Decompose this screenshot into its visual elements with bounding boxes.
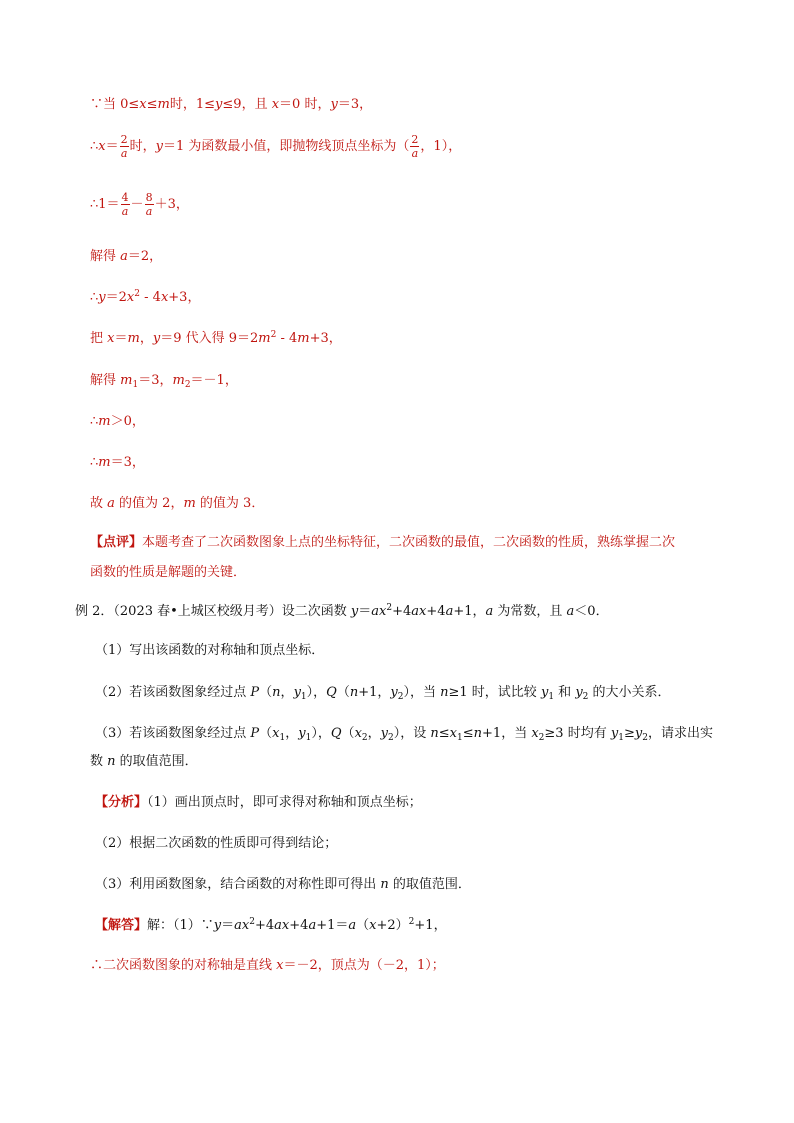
- example-2-title: 例 2．（2023 春•上城区校级月考）设二次函数 $y=ax^2+4ax+4a+1$，a 为常数，且 a＜0．: [75, 603, 609, 619]
- solution-line-2: ∴x＝ $\frac{2}{a}$ 时，y＝1 为函数最小值，即抛物线顶点坐标为（ $\frac{2}{a}$ ，1），: [90, 133, 462, 160]
- solution-tag: 【解答】: [95, 918, 148, 933]
- solution-line-9: ∴m＝3，: [90, 455, 145, 470]
- question-1: （1）写出该函数的对称轴和顶点坐标．: [95, 643, 325, 658]
- analysis-line-1: [95, 794, 422, 812]
- solution-line-4: 解得 a＝2，: [90, 249, 163, 264]
- solution-line-10: 故 a 的值为 2，m 的值为 3．: [90, 496, 265, 511]
- solution-intro: 【解答】解：$(1)\because y=ax^2+4ax+4a+1=a(x+2)^2+1$，: [95, 917, 447, 933]
- comment-line-1: [90, 534, 675, 552]
- solution-line-3: ∴1＝ $\frac{4}{a}$ － $\frac{8}{a}$ ＋3，: [90, 191, 189, 218]
- analysis-text-1: （1）画出顶点时，即可求得对称轴和顶点坐标；: [147, 795, 422, 810]
- fraction-2-over-a: $\frac{2}{a}$: [411, 133, 419, 160]
- solution-result: ∴二次函数图象的对称轴是直线 x＝－2，顶点为（－2，1）；: [90, 958, 445, 973]
- analysis-line-2: （2）根据二次函数的性质即可得到结论；: [95, 836, 338, 851]
- solution-line-7: 解得 $m_1=3$，$m_2=-1$，: [90, 373, 238, 390]
- comment-line-2: [90, 564, 246, 582]
- comment-text-1: 本题考查了二次函数图象上点的坐标特征，二次函数的最值，二次函数的性质，熟练掌握二次: [142, 535, 676, 550]
- solution-line-6: 把 x＝m，y＝9 代入得 $9=2m^2 - 4m+3$，: [90, 330, 342, 346]
- comment-tag: 【点评】: [90, 535, 143, 550]
- analysis-tag: 【分析】: [95, 795, 148, 810]
- fraction-2-over-a: $\frac{2}{a}$: [120, 133, 128, 160]
- question-3-line-2: 数 n 的取值范围．: [90, 754, 198, 769]
- line-text: ∵当 0≤x≤m时，1≤y≤9，且 x＝0 时，y＝3，: [90, 97, 373, 112]
- question-3-line-1: （3）若该函数图象经过点 $P(x_1$，$y_1$），$Q(x_2$，$y_2$），设 $n\le x_1\le n+1$，当 $x_2\ge 3$ 时均有 $y_1\ge y_2$，请求出实: [95, 726, 713, 743]
- solution-line-8: ∴m＞0，: [90, 414, 145, 429]
- comment-text-2: 函数的性质是解题的关键．: [90, 565, 247, 580]
- solution-line-1: [90, 96, 372, 114]
- analysis-line-3: （3）利用函数图象，结合函数的对称性即可得出 n 的取值范围．: [95, 877, 471, 892]
- fraction-4-over-a: $\frac{4}{a}$: [121, 191, 129, 218]
- fraction-8-over-a: $\frac{8}{a}$: [145, 191, 153, 218]
- solution-line-5: $\therefore y=2x^2 - 4x+3$，: [90, 289, 201, 305]
- question-2: （2）若该函数图象经过点 P（n，$y_1$），Q（n+1，$y_2$），当 n≥1 时，试比较 $y_1$ 和 $y_2$ 的大小关系．: [95, 685, 671, 702]
